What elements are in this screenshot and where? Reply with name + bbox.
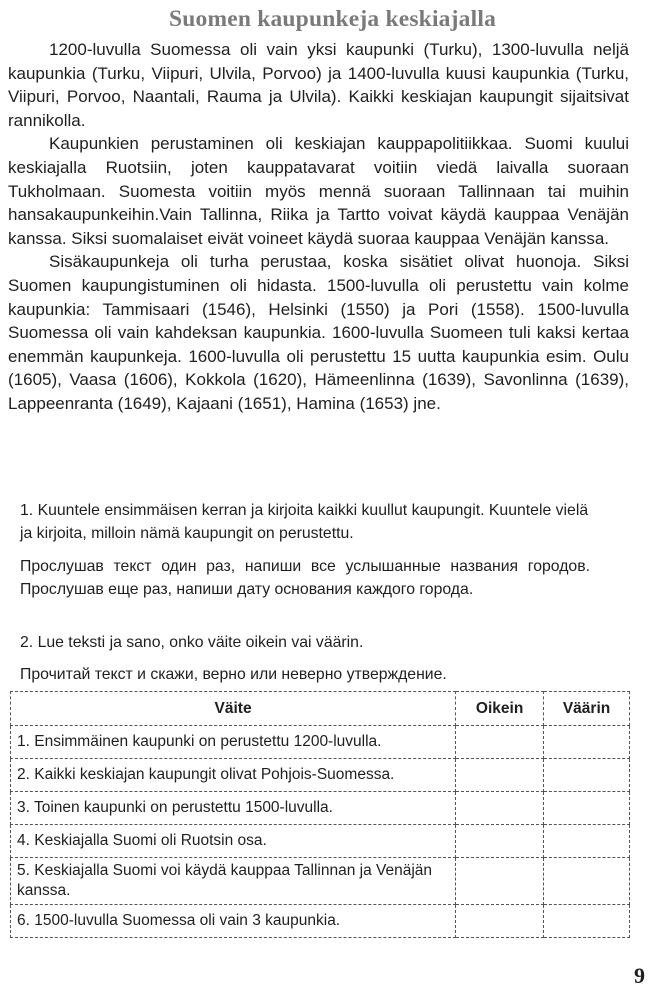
paragraph: Sisäkaupunkeja oli turha perustaa, koska sisätiet olivat huonoja. Siksi Suomen kaupungistuminen oli hidasta. 1500-luvulla oli perustettu vain kolme kaupunkia: Tammisaari (1546), Helsinki (1550) ja Pori (1558). 1500-luvulla Suomessa oli vain kahdeksan kaupunkia. 1600-luvulla Suomeen tuli kaksi kertaa enemmän kaupunkeja. 1600-luvulla oli perustettu 15 uutta kaupunkia esim. Oulu (1605), Vaasa (1606), Kokkola (1620), Hämeenlinna (1639), Savonlinna (1639), Lappeenranta (1649), Kajaani (1651), Hamina (1653) jne.: [8, 252, 629, 413]
table-row: [11, 858, 630, 905]
page-title: Suomen kaupunkeja keskiajalla: [168, 6, 497, 32]
statement-cell: 4. Keskiajalla Suomi oli Ruotsin osa.: [11, 825, 456, 858]
table-row: [11, 726, 630, 759]
true-answer-cell[interactable]: [456, 825, 544, 858]
page-number: 9: [634, 963, 645, 988]
header-true: Oikein: [456, 692, 544, 726]
true-answer-cell[interactable]: [456, 726, 544, 759]
table-header-row: [11, 692, 630, 726]
task-2: [20, 631, 590, 686]
table-row: [11, 759, 630, 792]
table-row: [11, 792, 630, 825]
statement-cell: 6. 1500-luvulla Suomessa oli vain 3 kaupunkia.: [11, 905, 456, 938]
false-answer-cell[interactable]: [544, 726, 630, 759]
table-row: [11, 825, 630, 858]
statement-cell: 3. Toinen kaupunki on perustettu 1500-luvulla.: [11, 792, 456, 825]
false-answer-cell[interactable]: [544, 905, 630, 938]
task-2-instruction-fi: 2. Lue teksti ja sano, onko väite oikein vai väärin.: [20, 634, 364, 651]
statement-cell: 5. Keskiajalla Suomi voi käydä kauppaa Tallinnan ja Venäjän kanssa.: [11, 858, 456, 905]
task-1: [20, 499, 590, 601]
task-1-instruction-fi: 1. Kuuntele ensimmäisen kerran ja kirjoita kaikki kuullut kaupungit. Kuuntele vielä ja kirjoita, milloin nämä kaupungit on perustettu.: [20, 502, 589, 542]
header-statement: Väite: [11, 692, 456, 726]
false-answer-cell[interactable]: [544, 792, 630, 825]
task-2-instruction-ru: Прочитай текст и скажи, верно или неверно утверждение.: [20, 666, 447, 683]
statements-table: [10, 691, 630, 938]
true-answer-cell[interactable]: [456, 905, 544, 938]
false-answer-cell[interactable]: [544, 858, 630, 905]
header-false: Väärin: [544, 692, 630, 726]
paragraph: Kaupunkien perustaminen oli keskiajan kauppapolitiikkaa. Suomi kuului keskiajalla Ruotsiin, joten kauppatavarat voitiin viedä laivalla suoraan Tukholmaan. Suomesta voitiin myös mennä suoraan Tallinnaan tai muihin hansakaupunkeihin.Vain Tallinna, Riika ja Tartto voivat käydä kauppaa Venäjän kanssa. Siksi suomalaiset eivät voineet käydä suoraa kauppaa Venäjän kanssa.: [8, 134, 629, 248]
statement-cell: 1. Ensimmäinen kaupunki on perustettu 1200-luvulla.: [11, 726, 456, 759]
true-answer-cell[interactable]: [456, 759, 544, 792]
table-row: [11, 905, 630, 938]
true-answer-cell[interactable]: [456, 792, 544, 825]
statement-cell: 2. Kaikki keskiajan kaupungit olivat Pohjois-Suomessa.: [11, 759, 456, 792]
false-answer-cell[interactable]: [544, 825, 630, 858]
false-answer-cell[interactable]: [544, 759, 630, 792]
task-1-instruction-ru: Прослушав текст один раз, напиши все услышанные названия городов. Прослушав еще раз, напиши дату основания каждого города.: [20, 558, 590, 598]
paragraph: 1200-luvulla Suomessa oli vain yksi kaupunki (Turku), 1300-luvulla neljä kaupunkia (Turku, Viipuri, Ulvila, Porvoo) ja 1400-luvulla kuusi kaupunkia (Turku, Viipuri, Porvoo, Naantali, Rauma ja Ulvila). Kaikki keskiajan kaupungit sijaitsivat rannikolla.: [8, 40, 629, 130]
true-answer-cell[interactable]: [456, 858, 544, 905]
reading-text: [8, 38, 629, 416]
